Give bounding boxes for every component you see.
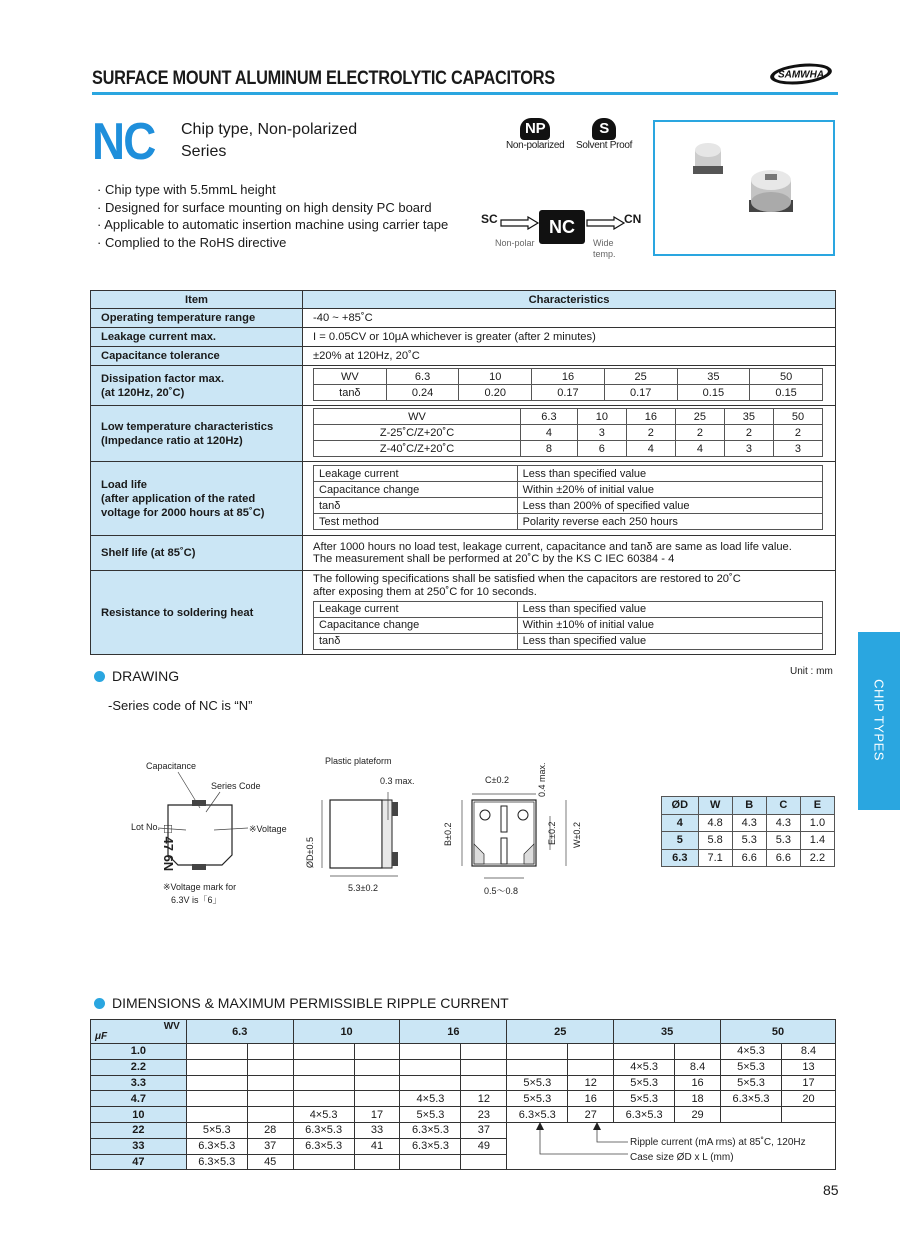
terminal-range-label: 0.5～0.8 <box>484 886 519 896</box>
table-row: 33 6.3×5.3 37 6.3×5.3 41 6.3×5.3 49 <box>91 1138 836 1154</box>
c-dimension-label: C±0.2 <box>485 775 509 785</box>
product-photo <box>653 120 835 256</box>
voltage-mark-note: ※Voltage mark for 6.3V is「6」 <box>163 882 237 905</box>
series-code: NC <box>92 113 155 171</box>
table-row: 10 4×5.3 17 5×5.3 23 6.3×5.3 27 6.3×5.3 29 <box>91 1107 836 1123</box>
dissipation-factor-table: WV 6.3 10 16 25 35 50 tanδ 0.24 0.20 0.17 0.17 0.15 0.15 <box>313 368 823 401</box>
legend-ripple: Ripple current (mA rms) at 85˚C, 120Hz <box>630 1137 806 1148</box>
page-header-title: SURFACE MOUNT ALUMINUM ELECTROLYTIC CAPACITORS <box>92 68 555 89</box>
series-code-callout: Series Code <box>211 781 261 791</box>
arrow-right-icon <box>500 216 540 230</box>
low-temperature-table: WV 6.3 10 16 25 35 50 Z-25˚C/Z+20˚C 4 3 2 2 2 2 Z-40˚C/Z+20˚C 8 6 4 4 3 3 <box>313 408 823 457</box>
xref-left-series: SC <box>481 212 498 226</box>
xref-center-series: NC <box>539 210 585 244</box>
callout-leaders <box>150 768 270 838</box>
soldering-heat-table: Leakage current Less than specified value Capacitance change Within ±10% of initial value tanδ Less than specified value <box>313 601 823 650</box>
feature-list <box>97 181 448 252</box>
column-header: Item <box>91 291 303 309</box>
side-view-drawing <box>318 790 418 880</box>
specifications-table: Item Characteristics Operating temperature range -40 ~ +85˚C Leakage current max. I = 0.05CV or 10μA whichever is greater (after 2 minutes) Capacitance tolerance ±20% at 120Hz, 20˚C Dissipation factor max. (at 120Hz, 20˚C) WV 6.3 10 16 25 35 50 tanδ 0.24 0.20 0.17 0.17 0.15 0.15 Low temperature characteristics (Impedance ratio at 120Hz) WV 6.3 10 16 25 35 50 Z-25˚C/Z+20˚C 4 3 2 2 2 2 Z-40˚C/Z+20˚C 8 6 4 4 3 3 Load life (after application of the rated voltage for 2000 hours at 85˚C) Leakage current Less than specified value Capacitance change Within ±20% of initial value tanδ Less than 200% of specified value Test method Polarity reverse each 250 hours Shelf life (at 85˚C) After 1000 hours no load test, leakage current, capacitance and tanδ are same as load life value. The measurement shall be performed at 20˚C by the KS C IEC 60384 - 4 Resistance to soldering heat The following specifications shall be satisfied when the capacitors are restored to 20˚C after exposing them at 250˚C for 10 seconds. Leakage current Less than specified value Capacitance change Within ±10% of initial value tanδ Less than specified value <box>90 290 836 655</box>
arrow-right-icon <box>586 216 626 230</box>
feature-item: · Complied to the RoHS directive <box>97 234 448 252</box>
svg-text:SAMWHA: SAMWHA <box>777 69 825 81</box>
page-number: 85 <box>823 1182 839 1198</box>
column-header: Characteristics <box>303 291 836 309</box>
header-rule <box>92 92 838 95</box>
non-polarized-badge: NP Non-polarized <box>506 120 565 151</box>
legend-arrows <box>530 1120 640 1162</box>
lot-no-callout: Lot No. <box>131 822 161 832</box>
ripple-section-title: DIMENSIONS & MAXIMUM PERMISSIBLE RIPPLE CURRENT <box>94 995 509 1011</box>
table-row: 1.0 4×5.3 8.4 <box>91 1044 836 1060</box>
bullet-icon <box>94 671 105 682</box>
e-dimension-label: E±0.2 <box>547 821 557 845</box>
diameter-label: ØD±0.5 <box>305 837 315 868</box>
xref-right-note: Wide temp. <box>593 238 616 259</box>
table-row: 47 6.3×5.3 45 <box>91 1154 836 1170</box>
table-row: 2.2 4×5.3 8.4 5×5.3 13 <box>91 1059 836 1075</box>
length-label: 5.3±0.2 <box>348 883 378 893</box>
marking-text: □ 47 6N <box>161 825 176 872</box>
xref-right-series: CN <box>624 212 642 226</box>
corner-header: WV μF <box>91 1020 187 1044</box>
feature-item: · Designed for surface mounting on high density PC board <box>97 199 448 217</box>
b-dimension-label: B±0.2 <box>443 822 453 846</box>
max-04-label: 0.4 max. <box>537 762 547 797</box>
table-row: 3.3 5×5.3 12 5×5.3 16 5×5.3 17 <box>91 1075 836 1091</box>
table-row: 22 5×5.3 28 6.3×5.3 33 6.3×5.3 37 <box>91 1122 836 1138</box>
max-03-label: 0.3 max. <box>380 776 415 786</box>
w-dimension-label: W±0.2 <box>572 822 582 848</box>
voltage-callout: ※Voltage <box>249 824 287 834</box>
non-polarized-icon: NP <box>520 118 550 140</box>
side-tab-chip-types[interactable]: CHIP TYPES <box>858 632 900 810</box>
load-life-table: Leakage current Less than specified value Capacitance change Within ±20% of initial value tanδ Less than 200% of specified value Test method Polarity reverse each 250 hours <box>313 465 823 530</box>
dimension-table: ØD W B C E 4 4.8 4.3 4.3 1.0 5 5.8 5.3 5.3 1.4 6.3 7.1 6.6 6.6 2.2 <box>661 796 835 867</box>
solvent-proof-icon: S <box>592 118 616 140</box>
samwha-logo <box>768 62 834 86</box>
plastic-platform-label: Plastic plateform <box>325 756 392 766</box>
feature-item: · Chip type with 5.5mmL height <box>97 181 448 199</box>
unit-label: Unit : mm <box>790 666 833 677</box>
table-row: 6.3 7.1 6.6 6.6 2.2 <box>662 849 835 867</box>
table-row: 5 5.8 5.3 5.3 1.4 <box>662 832 835 850</box>
series-code-note: -Series code of NC is “N” <box>108 698 253 713</box>
table-row: 4 4.8 4.3 4.3 1.0 <box>662 814 835 832</box>
table-row: 4.7 4×5.3 12 5×5.3 16 5×5.3 18 6.3×5.3 20 <box>91 1091 836 1107</box>
xref-left-note: Non-polar <box>495 238 535 248</box>
series-description: Chip type, Non-polarized Series <box>181 121 358 160</box>
feature-item: · Applicable to automatic insertion machine using carrier tape <box>97 216 448 234</box>
ripple-current-table: WV μF 6.3 10 16 25 35 50 1.0 4×5.3 8.4 2.2 4×5.3 8.4 5×5.3 13 3.3 5×5.3 12 5×5.3 16 5×5.3 17 4.7 4×5.3 12 5×5.3 16 5×5.3 18 6.3×5.3 20 10 4×5.3 17 5×5.3 23 6.3×5.3 27 6.3×5.3 29 22 5×5.3 28 6.3×5.3 33 6.3×5.3 37 33 6.3×5.3 37 6.3×5.3 41 6.3×5.3 49 47 6.3×5.3 45 <box>90 1019 836 1170</box>
legend-case-size: Case size ØD x L (mm) <box>630 1152 734 1163</box>
solvent-proof-badge: S Solvent Proof <box>576 120 633 151</box>
capacitance-callout: Capacitance <box>146 761 197 771</box>
bullet-icon <box>94 998 105 1009</box>
drawing-section-title: DRAWING <box>94 668 179 684</box>
